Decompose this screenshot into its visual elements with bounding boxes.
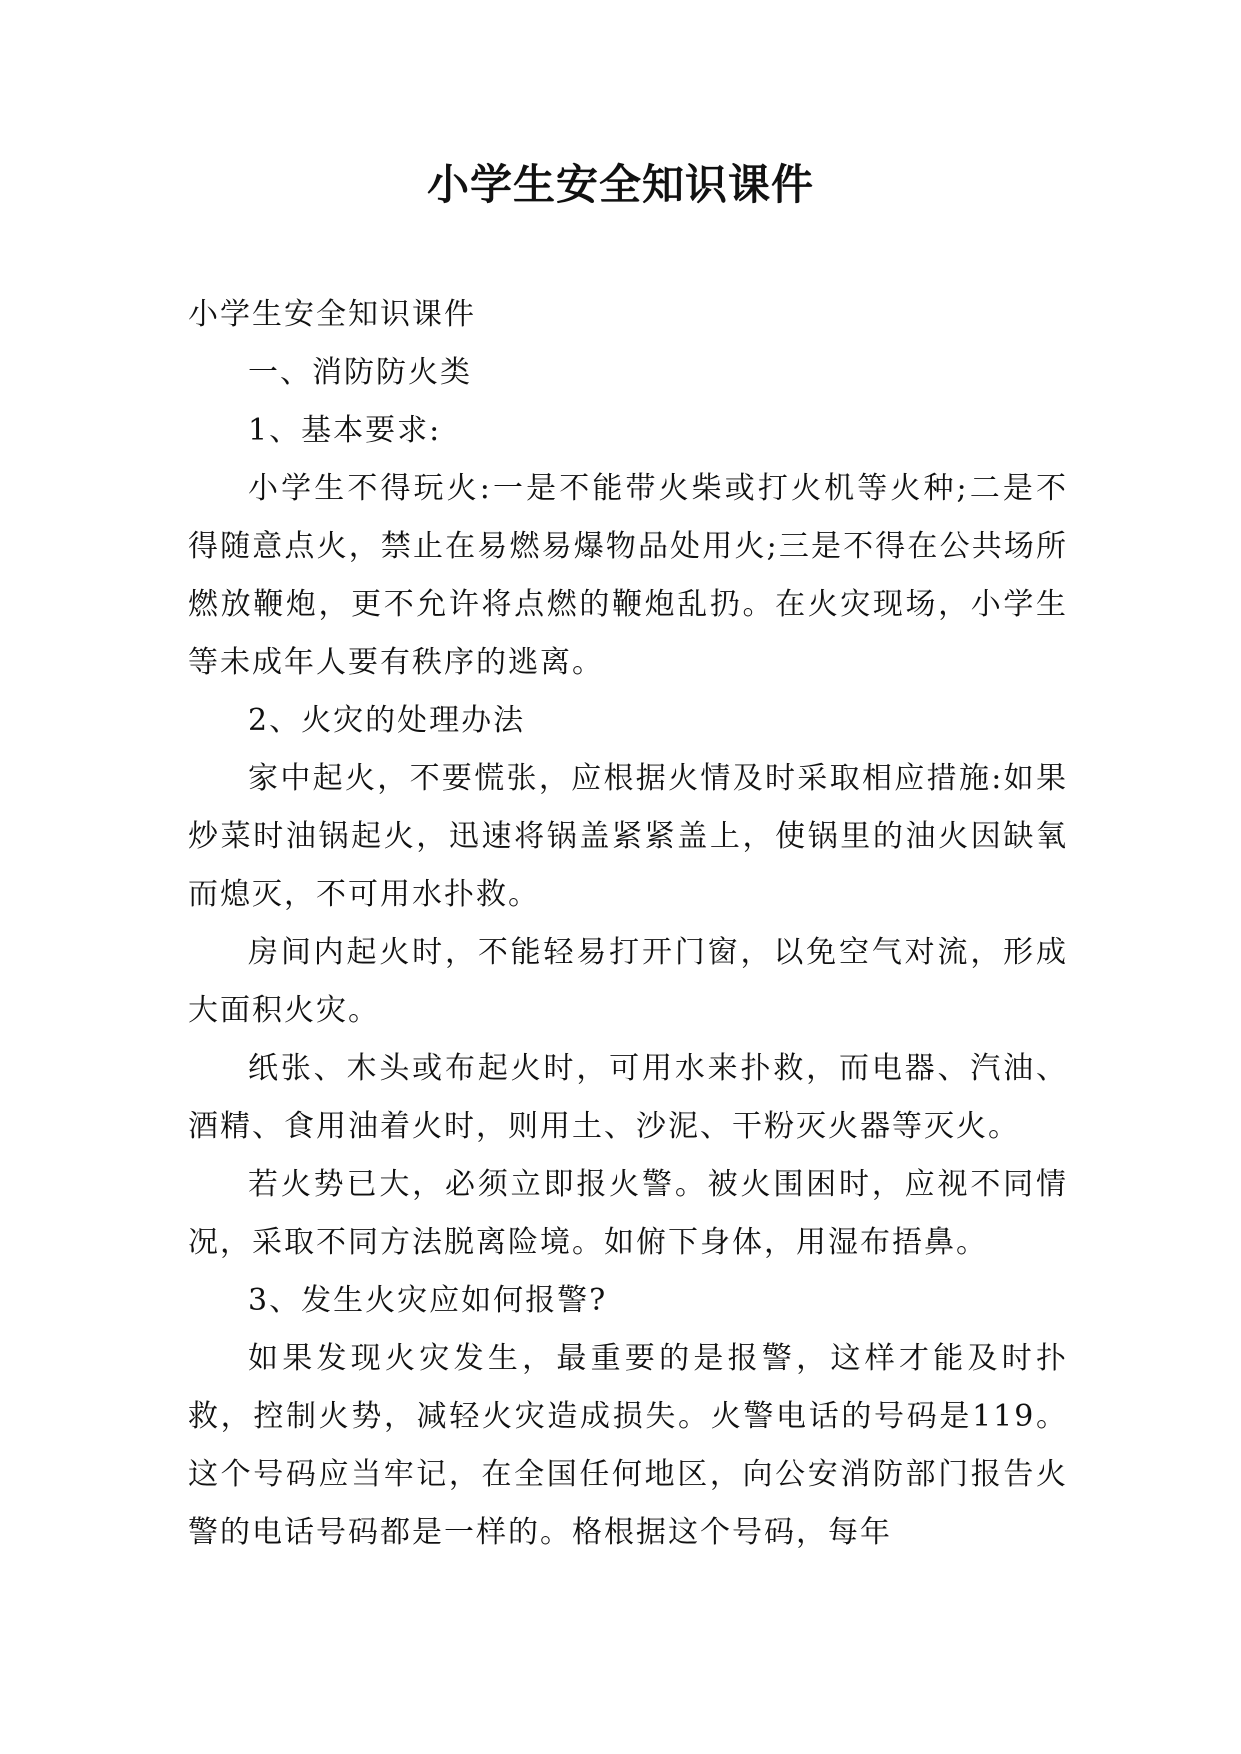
paragraph: 如果发现火灾发生，最重要的是报警，这样才能及时扑救，控制火势，减轻火灾造成损失。火警电话的号码是119。这个号码应当牢记，在全国任何地区，向公安消防部门报告火警的电话号码都是一样的。格根据这个号码，每年: [188, 1341, 1068, 1550]
subsection-heading: 3、发生火灾应如何报警?: [248, 1283, 608, 1318]
paragraph: 家中起火，不要慌张，应根据火情及时采取相应措施:如果炒菜时油锅起火，迅速将锅盖紧紧盖上，使锅里的油火因缺氧而熄灭，不可用水扑救。: [188, 761, 1068, 912]
paragraph: 房间内起火时，不能轻易打开门窗，以免空气对流，形成大面积火灾。: [188, 935, 1068, 1028]
page-title: 小学生安全知识课件: [426, 160, 814, 209]
paragraph: 小学生不得玩火:一是不能带火柴或打火机等火种;二是不得随意点火，禁止在易燃易爆物品处用火;三是不得在公共场所燃放鞭炮，更不允许将点燃的鞭炮乱扔。在火灾现场，小学生等未成年人要有秩序的逃离。: [188, 471, 1068, 680]
subsection-heading: 1、基本要求:: [248, 413, 442, 448]
paragraph: 小学生安全知识课件: [188, 297, 476, 332]
paragraph: 若火势已大，必须立即报火警。被火围困时，应视不同情况，采取不同方法脱离险境。如俯下身体，用湿布捂鼻。: [188, 1167, 1068, 1260]
section-heading: 一、消防防火类: [248, 355, 472, 390]
subsection-heading: 2、火灾的处理办法: [248, 703, 526, 738]
paragraph: 纸张、木头或布起火时，可用水来扑救，而电器、汽油、酒精、食用油着火时，则用土、沙泥、干粉灭火器等灭火。: [188, 1051, 1068, 1144]
document-body: [188, 286, 1068, 1562]
